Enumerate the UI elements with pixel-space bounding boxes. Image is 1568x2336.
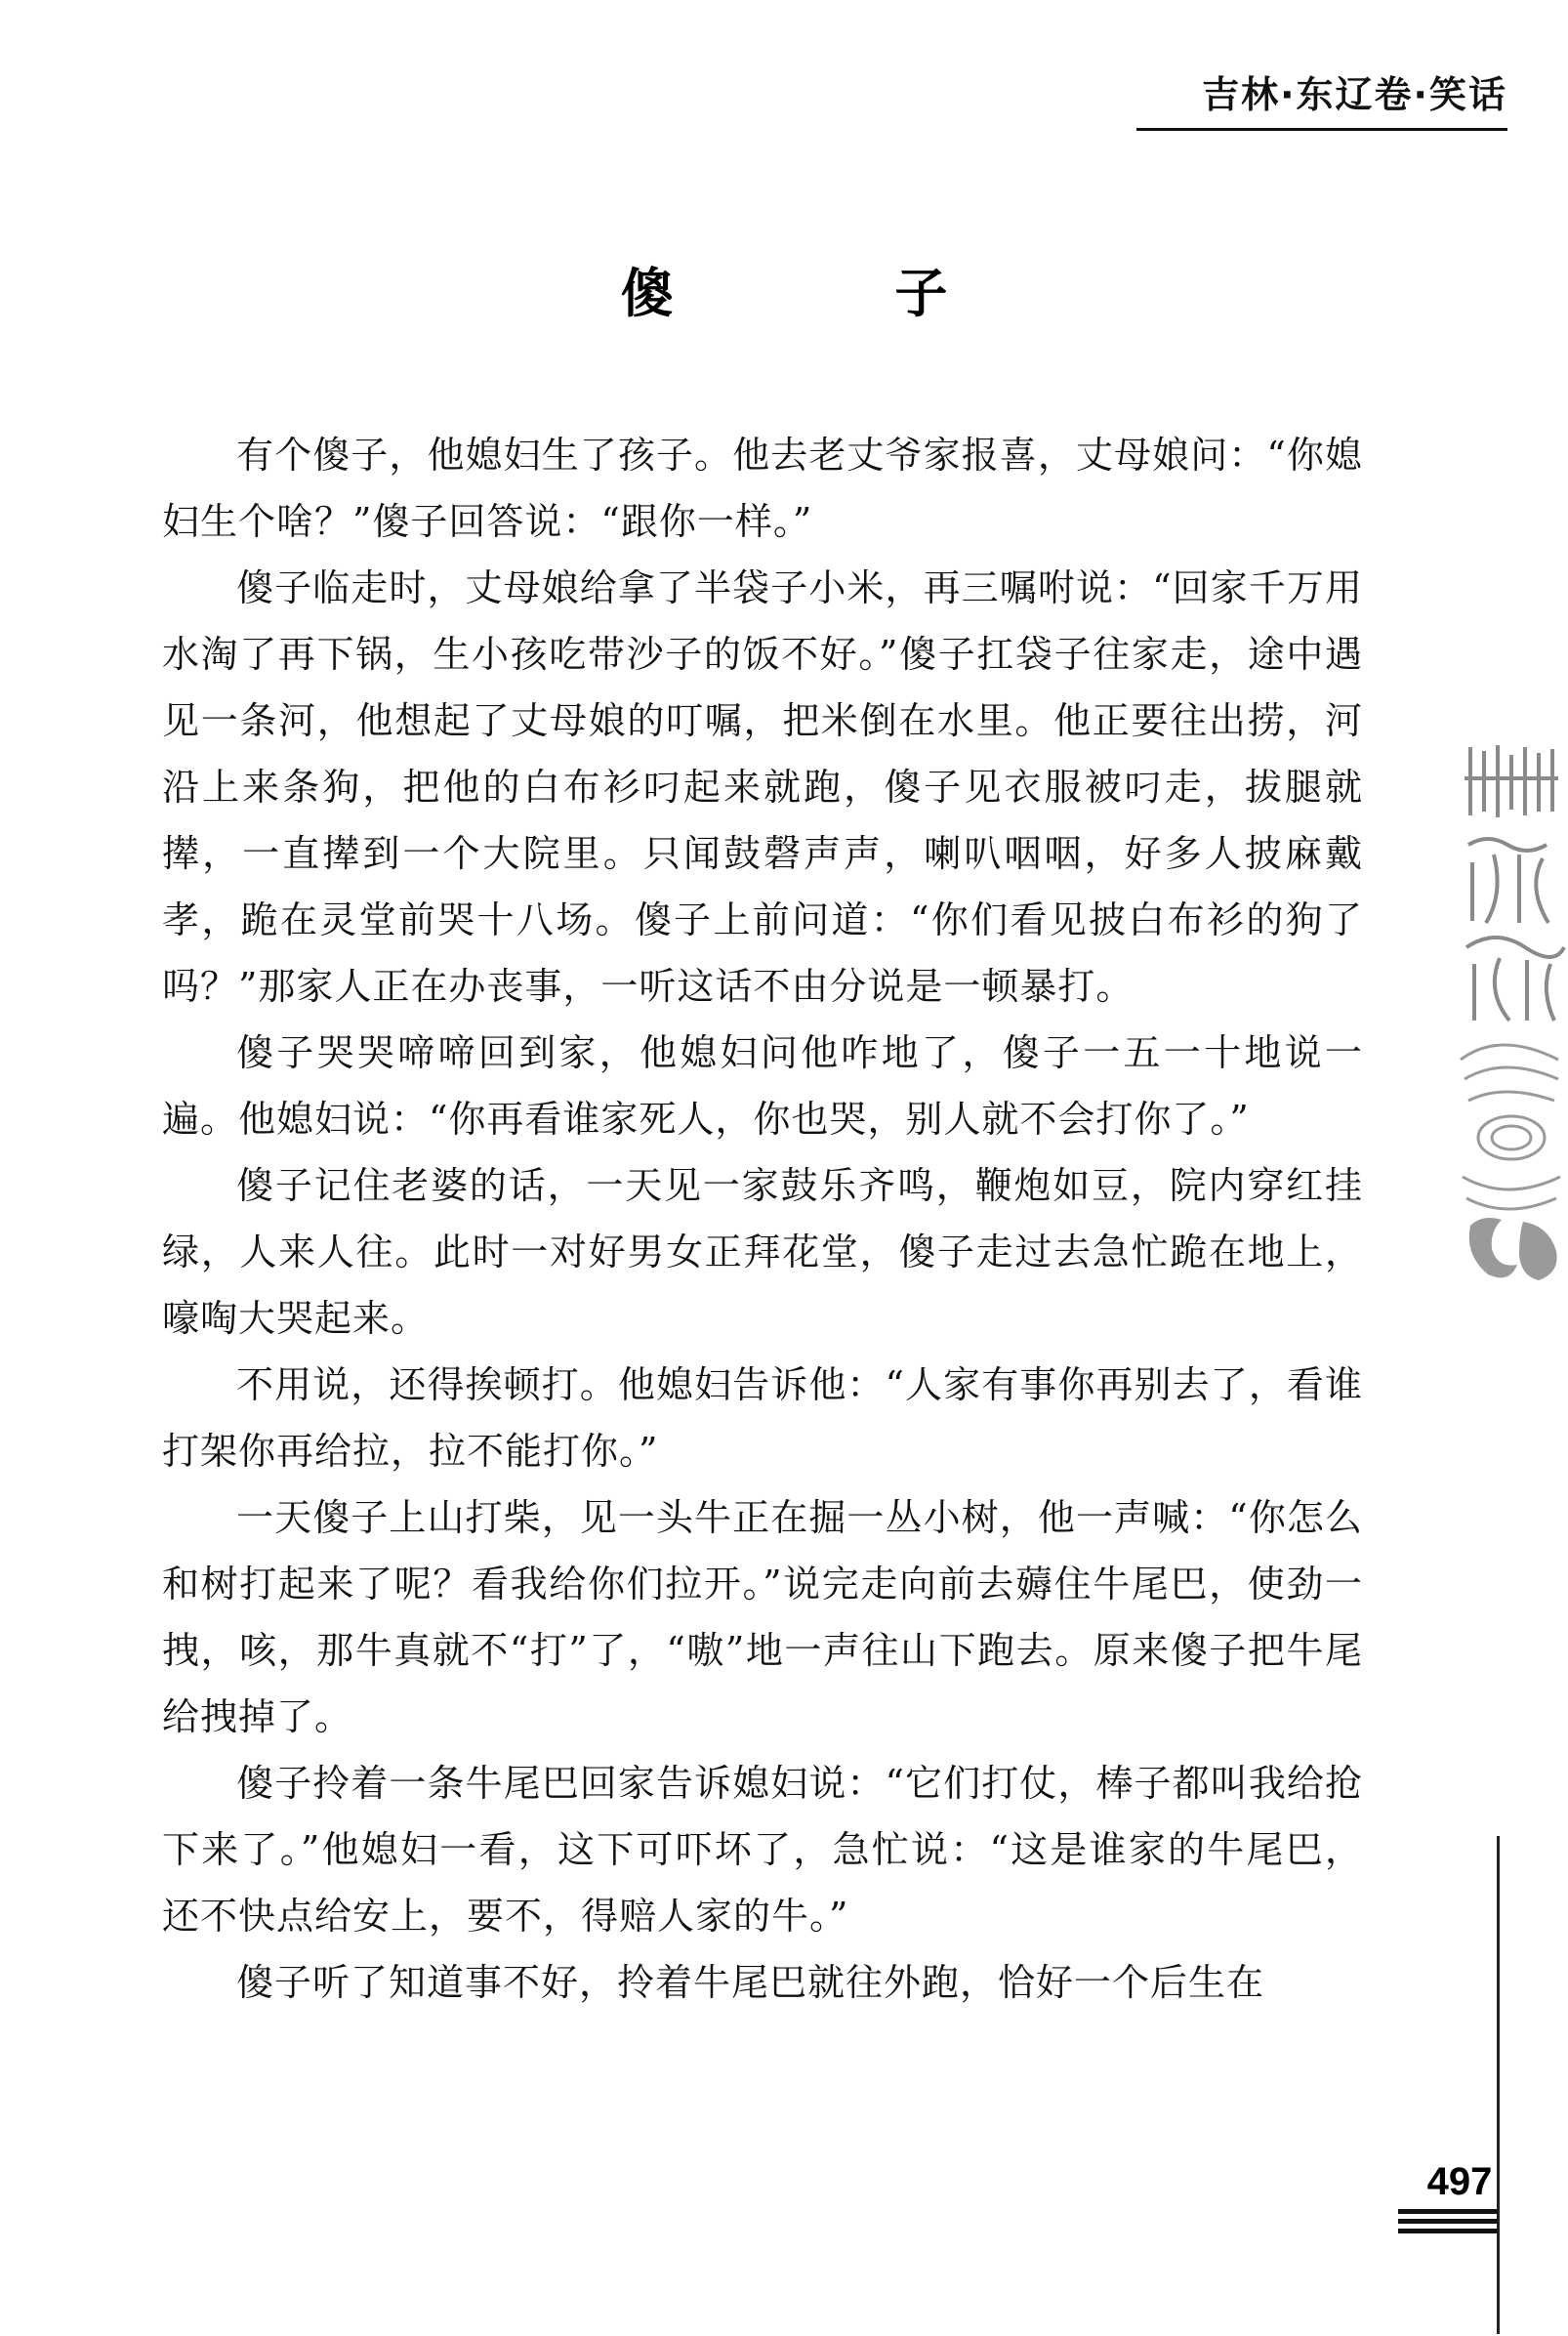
paragraph: 傻子临走时，丈母娘给拿了半袋子小米，再三嘱咐说：“回家千万用水淘了再下锅，生小孩吃带沙子的饭不好。”傻子扛袋子往家走，途中遇见一条河，他想起了丈母娘的叮嘱，把米倒在水里。他正要往出捞，河沿上来条狗，把他的白布衫叼起来就跑，傻子见衣服被叼走，拔腿就撵，一直撵到一个大院里。只闻鼓磬声声，喇叭咽咽，好多人披麻戴孝，跪在灵堂前哭十八场。傻子上前问道：“你们看见披白布衫的狗了吗？”那家人正在办丧事，一听这话不由分说是一顿暴打。 bbox=[162, 566, 1363, 1008]
paragraph: 有个傻子，他媳妇生了孩子。他去老丈爷家报喜，丈母娘问：“你媳妇生个啥？”傻子回答说：“跟你一样。” bbox=[162, 434, 1363, 543]
story-body bbox=[162, 422, 1363, 2016]
paragraph: 一天傻子上山打柴，见一头牛正在掘一丛小树，他一声喊：“你怎么和树打起来了呢？看我给你们拉开。”说完走向前去薅住牛尾巴，使劲一拽，咳，那牛真就不“打”了，“嗷”地一声往山下跑去。原来傻子把牛尾给拽掉了。 bbox=[162, 1496, 1363, 1738]
paragraph: 傻子听了知道事不好，拎着牛尾巴就往外跑，恰好一个后生在 bbox=[236, 1961, 1265, 2004]
paragraph: 傻子记住老婆的话，一天见一家鼓乐齐鸣，鞭炮如豆，院内穿红挂绿，人来人往。此时一对好男女正拜花堂，傻子走过去急忙跪在地上，嚎啕大哭起来。 bbox=[162, 1164, 1363, 1340]
running-header: 吉林·东辽卷·笑话 bbox=[1136, 64, 1507, 131]
side-calligraphy-ornament-icon bbox=[1451, 737, 1568, 1284]
paragraph: 不用说，还得挨顿打。他媳妇告诉他：“人家有事你再别去了，看谁打架你再给拉，拉不能打你。” bbox=[162, 1363, 1363, 1473]
right-margin-rule bbox=[1497, 1836, 1500, 2334]
paragraph: 傻子哭哭啼啼回到家，他媳妇问他咋地了，傻子一五一十地说一遍。他媳妇说：“你再看谁家死人，你也哭，别人就不会打你了。” bbox=[162, 1031, 1363, 1141]
page-number-bars bbox=[1398, 2209, 1498, 2238]
page-number: 497 bbox=[1426, 2160, 1493, 2203]
paragraph: 傻子拎着一条牛尾巴回家告诉媳妇说：“它们打仗，棒子都叫我给抢下来了。”他媳妇一看，这下可吓坏了，急忙说：“这是谁家的牛尾巴，还不快点给安上，要不，得赔人家的牛。” bbox=[162, 1762, 1363, 1938]
story-title: 傻 子 bbox=[620, 263, 1032, 324]
